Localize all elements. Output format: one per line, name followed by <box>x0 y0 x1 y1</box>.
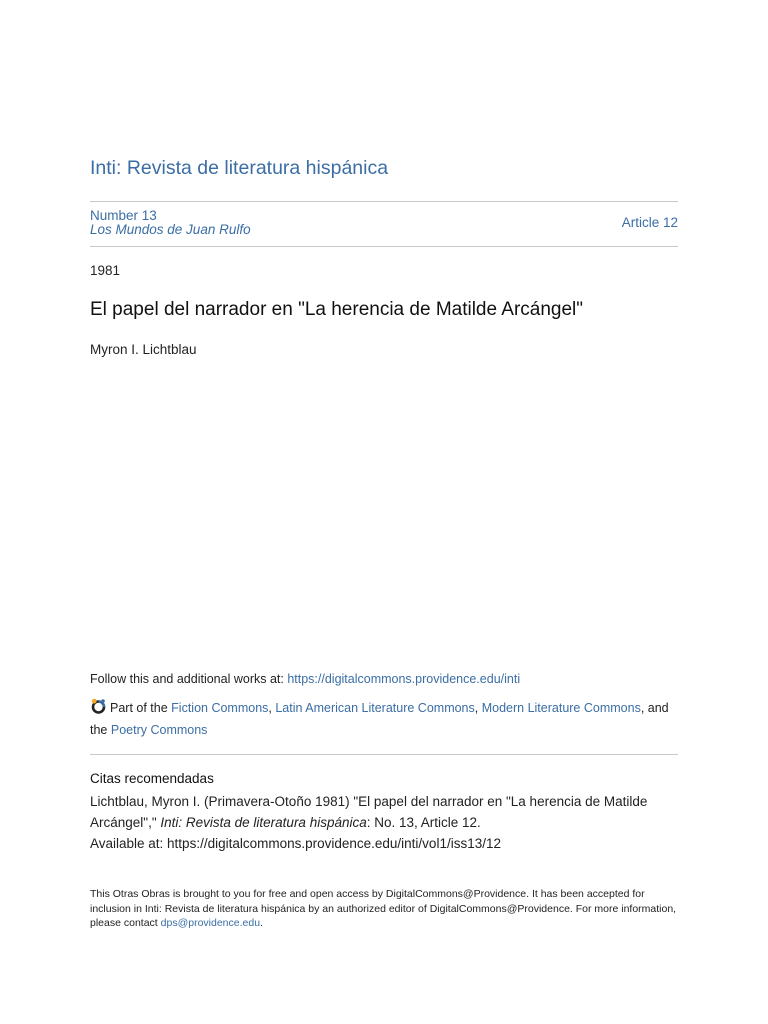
cover-page <box>90 0 678 1024</box>
footer-notice <box>90 887 678 931</box>
commons-network-icon <box>90 698 107 715</box>
publication-year: 1981 <box>90 263 121 278</box>
article-number-link[interactable]: Article 12 <box>621 215 678 230</box>
modern-literature-commons-link[interactable]: Modern Literature Commons <box>481 701 641 715</box>
article-title: El papel del narrador en "La herencia de Matilde Arcángel" <box>90 299 584 320</box>
follow-url-link[interactable]: https://digitalcommons.providence.edu/inti <box>287 672 521 686</box>
citation-part-2: : No. 13, Article 12. <box>366 815 481 830</box>
author-name: Myron I. Lichtblau <box>90 342 197 357</box>
follow-line <box>90 672 520 686</box>
citation-available: Available at: https://digitalcommons.providence.edu/inti/vol1/iss13/12 <box>90 836 501 851</box>
sep-2: , <box>474 701 482 715</box>
footer-text: This Otras Obras is brought to you for free and open access by DigitalCommons@Providence. It has been accepted for inclusion in Inti: Revista de literatura hispánica by an authorized editor of DigitalCommons@Providence. For more information, please contact <box>90 888 677 929</box>
part-of-commons <box>90 697 678 741</box>
divider-top <box>90 201 678 202</box>
citation-text <box>90 791 678 854</box>
latin-american-literature-commons-link[interactable]: Latin American Literature Commons <box>275 701 475 715</box>
divider-citation <box>90 754 678 755</box>
part-of-prefix: Part of the <box>110 701 172 715</box>
citation-part-1: Lichtblau, Myron I. (Primavera-Otoño 1981) "El papel del narrador en "La herencia de Matilde Arcángel"," <box>90 794 648 830</box>
issue-title-link[interactable]: Los Mundos de Juan Rulfo <box>90 222 251 237</box>
citation-journal: Inti: Revista de literatura hispánica <box>160 815 367 830</box>
fiction-commons-link[interactable]: Fiction Commons <box>171 701 269 715</box>
contact-email-link[interactable]: dps@providence.edu <box>160 917 261 929</box>
poetry-commons-link[interactable]: Poetry Commons <box>110 723 208 737</box>
footer-end: . <box>260 917 263 929</box>
follow-label: Follow this and additional works at: <box>90 672 288 686</box>
journal-title-link[interactable]: Inti: Revista de literatura hispánica <box>90 157 389 179</box>
sep-1: , <box>268 701 276 715</box>
citation-heading: Citas recomendadas <box>90 771 214 786</box>
divider-issue <box>90 246 678 247</box>
the-text: the <box>90 723 111 737</box>
issue-number-link[interactable]: Number 13 <box>90 208 157 223</box>
and-text: , and <box>640 701 669 715</box>
